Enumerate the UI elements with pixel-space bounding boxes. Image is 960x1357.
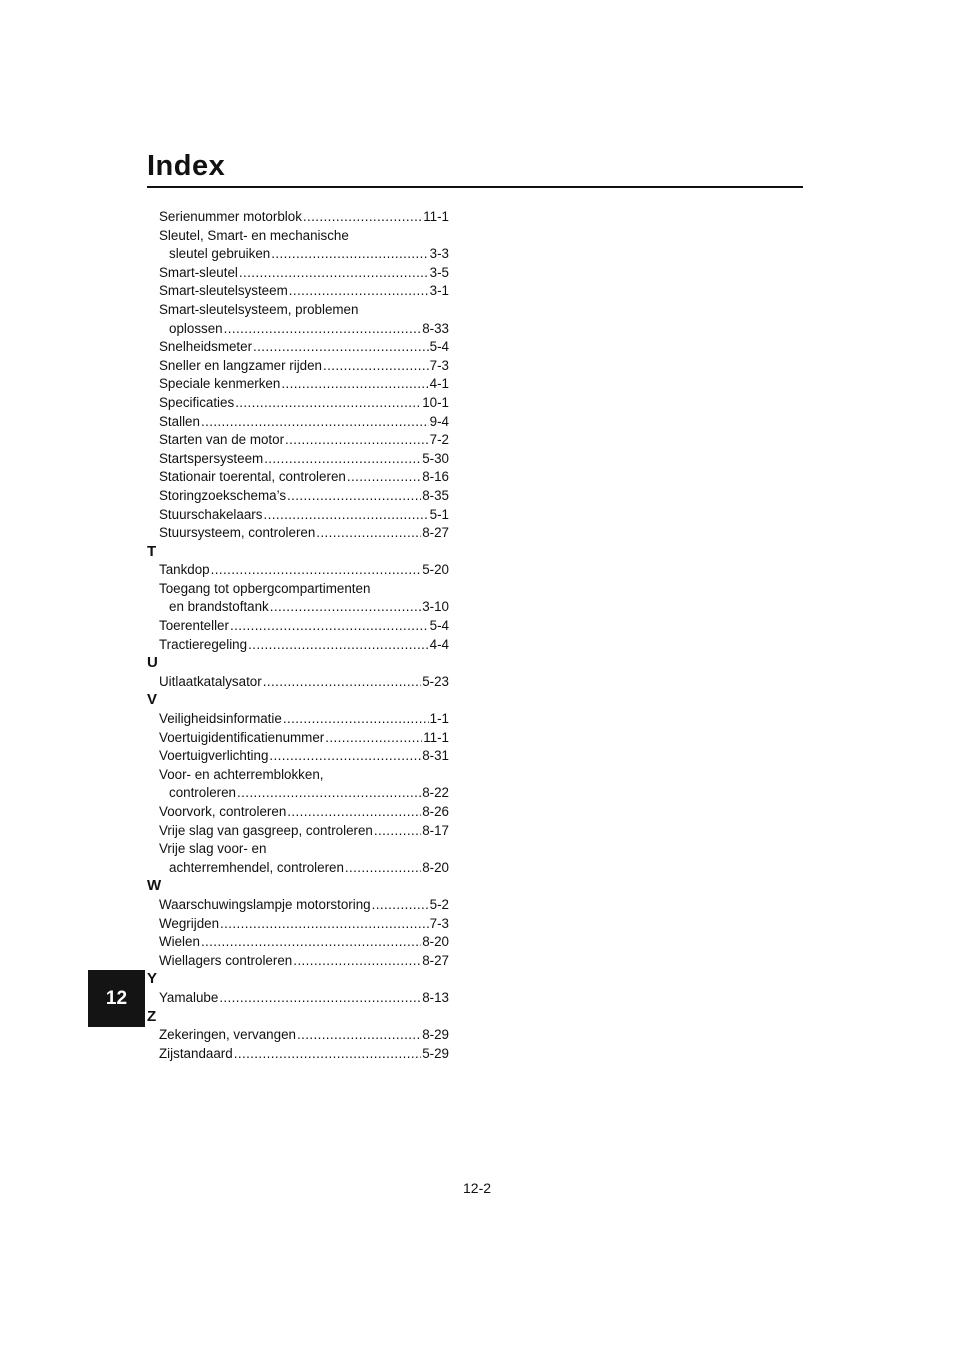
index-page-ref: 4-4 xyxy=(429,636,449,652)
index-entry-text: Snelheidsmeter xyxy=(159,339,253,355)
index-page-ref: 3-1 xyxy=(429,283,449,299)
index-page-ref: 8-17 xyxy=(422,822,449,838)
dot-leader xyxy=(253,338,429,357)
index-entry-text: Stallen xyxy=(159,413,200,429)
dot-leader xyxy=(263,506,428,525)
index-entry-line xyxy=(147,282,449,301)
index-entry-text: Serienummer motorblok xyxy=(159,209,302,224)
index-entry xyxy=(147,915,449,934)
index-entry-text: Specificaties xyxy=(159,394,235,410)
dot-leader xyxy=(323,357,429,376)
index-entry-text: Smart-sleutel xyxy=(159,264,238,280)
index-entry-line xyxy=(147,561,449,580)
index-page-ref: 1-1 xyxy=(429,711,449,727)
dot-leader xyxy=(289,282,429,301)
index-entry-text: Toegang tot opbergcompartimenten xyxy=(159,580,371,596)
dot-leader xyxy=(287,487,421,506)
index-page-ref: 11-1 xyxy=(423,209,449,224)
index-entry-line xyxy=(147,598,449,617)
dot-leader xyxy=(220,915,429,934)
dot-leader xyxy=(224,320,422,339)
index-entry xyxy=(147,617,449,636)
index-entry-text: Stuurschakelaars xyxy=(159,506,263,522)
index-entry-line xyxy=(147,487,449,506)
index-entry xyxy=(147,282,449,301)
index-entry xyxy=(147,301,449,338)
index-entry-text: en brandstoftank xyxy=(169,599,269,615)
index-entry-line xyxy=(147,896,449,915)
index-entry-text: Vrije slag van gasgreep, controleren xyxy=(159,822,373,838)
dot-leader xyxy=(281,375,428,394)
index-entry xyxy=(147,468,449,487)
index-entry xyxy=(147,673,449,692)
index-entry xyxy=(147,896,449,915)
index-page-ref: 7-3 xyxy=(429,357,449,373)
index-entry-line xyxy=(147,729,449,748)
index-page-ref: 3-5 xyxy=(429,264,449,280)
index-page-ref: 5-20 xyxy=(422,562,449,578)
page-number: 12-2 xyxy=(463,1180,492,1196)
dot-leader xyxy=(248,636,429,655)
index-entry xyxy=(147,208,449,227)
index-entry-text: Yamalube xyxy=(159,989,219,1005)
index-entry-line xyxy=(147,357,449,376)
chapter-number: 12 xyxy=(105,987,128,1009)
index-entry-line xyxy=(147,468,449,487)
index-page-ref: 8-26 xyxy=(422,804,449,819)
dot-leader xyxy=(287,803,421,822)
index-column xyxy=(147,208,449,1063)
index-entry-line xyxy=(147,933,449,952)
index-entry-text: controleren xyxy=(169,785,236,801)
dot-leader xyxy=(270,598,421,617)
index-page-ref: 7-3 xyxy=(429,915,449,931)
index-entry xyxy=(147,933,449,952)
index-entry-text: Zekeringen, vervangen xyxy=(159,1027,296,1043)
index-entry-text: Storingzoekschema’s xyxy=(159,487,287,503)
index-entry-line xyxy=(147,822,449,841)
index-page-ref: 8-22 xyxy=(422,785,449,801)
index-entry-line xyxy=(147,636,449,655)
index-entry xyxy=(147,394,449,413)
index-page-ref: 5-29 xyxy=(422,1045,449,1061)
index-entry-line xyxy=(147,450,449,469)
index-entry-text: Smart-sleutelsysteem, problemen xyxy=(159,301,359,317)
index-entry xyxy=(147,338,449,357)
dot-leader xyxy=(347,468,421,487)
index-entry xyxy=(147,952,449,971)
index-entry-line xyxy=(147,1045,449,1064)
index-entry-text: Sleutel, Smart- en mechanische xyxy=(159,227,349,243)
index-entry-text: Speciale kenmerken xyxy=(159,376,281,392)
index-entry-text: Wielen xyxy=(159,934,200,950)
index-entry-line xyxy=(147,673,449,692)
index-entry-line xyxy=(147,915,449,934)
dot-leader xyxy=(264,450,421,469)
index-letter-heading: T xyxy=(147,542,157,560)
index-page-ref: 5-4 xyxy=(429,618,449,634)
index-entry xyxy=(147,729,449,748)
index-entry-line xyxy=(147,952,449,971)
index-entry xyxy=(147,1026,449,1045)
dot-leader xyxy=(283,710,429,729)
index-entry-line xyxy=(147,338,449,357)
dot-leader xyxy=(239,264,429,283)
dot-leader xyxy=(271,245,428,264)
index-entry-text: Vrije slag voor- en xyxy=(159,841,267,857)
dot-leader xyxy=(269,747,421,766)
index-entry xyxy=(147,803,449,822)
index-entry-text: Waarschuwingslampje motorstoring xyxy=(159,896,371,912)
dot-leader xyxy=(219,989,421,1008)
dot-leader xyxy=(303,208,422,227)
index-entry-line xyxy=(147,859,449,878)
index-page-ref: 4-1 xyxy=(429,376,449,392)
index-page-ref: 5-1 xyxy=(429,506,449,522)
index-entry-text: Zijstandaard xyxy=(159,1045,233,1061)
index-entry xyxy=(147,524,449,543)
index-entry-line xyxy=(147,710,449,729)
index-entry-line xyxy=(147,431,449,450)
dot-leader xyxy=(325,729,422,748)
page-title: Index xyxy=(147,150,226,182)
index-entry-text: Voertuigidentificatienummer xyxy=(159,729,325,745)
dot-leader xyxy=(237,784,421,803)
index-entry-line xyxy=(147,245,449,264)
index-entry-text: Stationair toerental, controleren xyxy=(159,469,346,485)
title-divider xyxy=(147,186,803,188)
index-entry-line xyxy=(147,375,449,394)
dot-leader xyxy=(285,431,429,450)
index-page-ref: 8-20 xyxy=(422,934,449,950)
index-entry-line xyxy=(147,803,449,822)
index-letter-heading: U xyxy=(147,654,158,672)
dot-leader xyxy=(234,1045,421,1064)
index-page-ref: 10-1 xyxy=(422,394,449,410)
index-letter-heading: Y xyxy=(147,970,158,988)
index-entry-line xyxy=(147,208,449,227)
index-entry-text: Sneller en langzamer rijden xyxy=(159,357,323,373)
index-page-ref: 8-29 xyxy=(422,1027,449,1043)
index-entry xyxy=(147,1045,449,1064)
chapter-tab xyxy=(88,970,145,1027)
dot-leader xyxy=(201,413,429,432)
index-entry-line xyxy=(147,413,449,432)
index-entry xyxy=(147,561,449,580)
dot-leader xyxy=(230,617,429,636)
index-page-ref: 8-35 xyxy=(422,487,449,503)
index-entry xyxy=(147,710,449,729)
index-page-ref: 9-4 xyxy=(429,413,449,429)
index-page-ref: 5-23 xyxy=(422,673,449,689)
index-entry-text: Tankdop xyxy=(159,562,210,578)
index-entry-text: oplossen xyxy=(169,320,223,336)
dot-leader xyxy=(211,561,422,580)
index-entry xyxy=(147,636,449,655)
index-entry-text: sleutel gebruiken xyxy=(169,246,271,262)
index-entry xyxy=(147,357,449,376)
dot-leader xyxy=(201,933,421,952)
index-page-ref: 11-1 xyxy=(423,729,449,745)
index-entry xyxy=(147,431,449,450)
index-entry-line xyxy=(147,1026,449,1045)
index-page-ref: 3-10 xyxy=(422,599,449,615)
index-page-ref: 8-33 xyxy=(422,320,449,336)
index-page-ref: 8-20 xyxy=(422,859,449,875)
dot-leader xyxy=(372,896,429,915)
index-page-ref: 5-2 xyxy=(429,896,449,912)
index-entry xyxy=(147,413,449,432)
index-entry-text: Wegrijden xyxy=(159,915,220,931)
index-entry-line xyxy=(147,617,449,636)
index-entry-line xyxy=(147,524,449,543)
dot-leader xyxy=(316,524,421,543)
index-entry xyxy=(147,227,449,264)
index-entry xyxy=(147,487,449,506)
index-entry-text: Wiellagers controleren xyxy=(159,952,293,968)
index-page-ref: 5-30 xyxy=(422,450,449,466)
index-letter-heading: V xyxy=(147,691,158,709)
index-entry xyxy=(147,989,449,1008)
index-entry xyxy=(147,506,449,525)
index-letter-heading: Z xyxy=(147,1007,157,1025)
index-entry-line xyxy=(147,747,449,766)
index-entry-text: achterremhendel, controleren xyxy=(169,859,344,875)
index-entry-text: Voor- en achterremblokken, xyxy=(159,766,324,782)
index-entry xyxy=(147,822,449,841)
index-entry xyxy=(147,766,449,803)
dot-leader xyxy=(374,822,421,841)
dot-leader xyxy=(297,1026,421,1045)
index-page-ref: 8-27 xyxy=(422,525,449,541)
index-entry-line xyxy=(147,320,449,339)
index-entry-text: Toerenteller xyxy=(159,618,229,634)
index-entry-text: Tractieregeling xyxy=(159,636,248,652)
index-entry-text: Smart-sleutelsysteem xyxy=(159,283,288,299)
index-entry xyxy=(147,264,449,283)
dot-leader xyxy=(293,952,421,971)
index-page-ref: 3-3 xyxy=(429,246,449,262)
dot-leader xyxy=(345,859,421,878)
index-entry-text: Veiligheidsinformatie xyxy=(159,711,282,727)
index-page-ref: 5-4 xyxy=(429,339,449,355)
index-entry-line xyxy=(147,506,449,525)
index-page-ref: 8-16 xyxy=(422,469,449,485)
index-entry-line xyxy=(147,784,449,803)
index-entry-line xyxy=(147,989,449,1008)
index-page-ref: 8-27 xyxy=(422,952,449,968)
index-entry xyxy=(147,840,449,877)
index-entry-text: Startspersysteem xyxy=(159,450,264,466)
dot-leader xyxy=(263,673,421,692)
index-entry-line xyxy=(147,394,449,413)
index-page-ref: 8-13 xyxy=(422,989,449,1005)
index-page-ref: 7-2 xyxy=(429,432,449,448)
index-entry xyxy=(147,747,449,766)
index-entry-line xyxy=(147,264,449,283)
index-entry-text: Stuursysteem, controleren xyxy=(159,525,316,541)
index-entry-text: Voertuigverlichting xyxy=(159,748,269,764)
index-entry xyxy=(147,580,449,617)
index-entry xyxy=(147,375,449,394)
index-entry-text: Starten van de motor xyxy=(159,432,285,448)
dot-leader xyxy=(235,394,421,413)
index-entry xyxy=(147,450,449,469)
index-entry-text: Uitlaatkatalysator xyxy=(159,673,262,689)
index-page-ref: 8-31 xyxy=(422,748,449,764)
index-entry-text: Voorvork, controleren xyxy=(159,804,287,819)
index-letter-heading: W xyxy=(147,877,162,895)
